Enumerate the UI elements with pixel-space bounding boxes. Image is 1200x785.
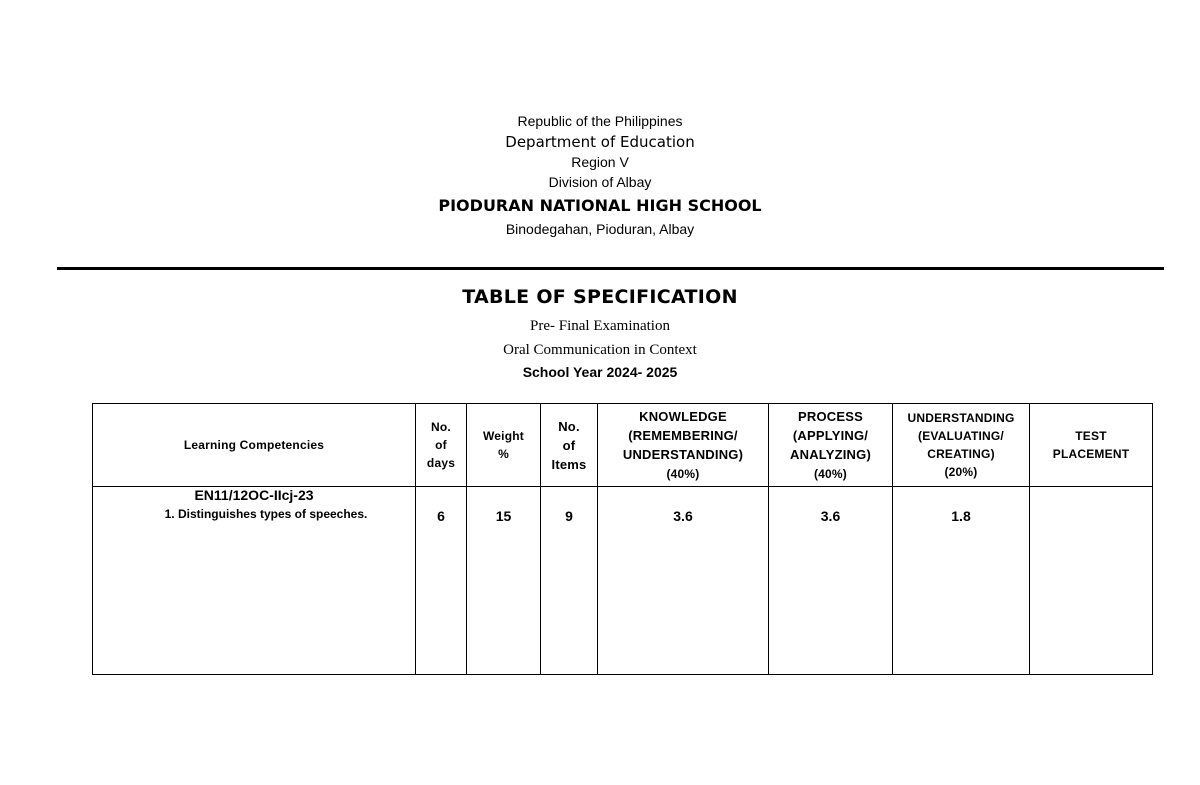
placement-cell[interactable] — [1030, 487, 1153, 675]
header-line: UNDERSTANDING — [907, 411, 1015, 425]
knowledge-value: 3.6 — [673, 508, 693, 524]
header-number-of-items — [541, 404, 598, 487]
process-value: 3.6 — [820, 508, 841, 524]
header-line: (REMEMBERING/ — [628, 427, 738, 443]
process-cell — [769, 487, 893, 675]
header-line: No. — [431, 420, 451, 434]
header-test-placement — [1030, 404, 1153, 487]
header-line: (APPLYING/ — [792, 427, 869, 443]
school-address: Binodegahan, Pioduran, Albay — [505, 221, 695, 237]
header-line: UNDERSTANDING) — [622, 446, 744, 462]
days-cell — [416, 487, 467, 675]
header-line: of — [562, 437, 576, 453]
items-value: 9 — [565, 508, 573, 524]
header-divider — [57, 267, 1164, 270]
header-line: (40%) — [813, 466, 847, 481]
weight-value: 15 — [495, 508, 512, 524]
republic-heading: Republic of the Philippines — [517, 113, 683, 129]
school-year: School Year 2024- 2025 — [522, 364, 678, 380]
region-heading: Region V — [571, 154, 629, 170]
header-line: days — [426, 456, 456, 470]
header-line: No. — [558, 418, 580, 434]
competency-text: 1. Distinguishes types of speeches. — [164, 507, 368, 521]
specification-table — [92, 403, 1153, 675]
table-row — [93, 487, 1153, 675]
header-line: (20%) — [944, 465, 978, 479]
exam-name: Pre- Final Examination — [530, 318, 670, 334]
header-line: CREATING) — [927, 447, 995, 461]
understanding-value: 1.8 — [951, 508, 971, 524]
header-learning-competencies — [93, 404, 416, 487]
header-line: ANALYZING) — [790, 446, 871, 462]
subject-name: Oral Communication in Context — [503, 342, 697, 358]
document-title: TABLE OF SPECIFICATION — [462, 286, 738, 308]
header-line: KNOWLEDGE — [639, 408, 727, 424]
days-value: 6 — [437, 508, 445, 524]
header-label: Learning Competencies — [183, 438, 325, 452]
header-line: TEST — [1075, 429, 1107, 443]
knowledge-cell — [598, 487, 769, 675]
header-line: (40%) — [666, 466, 700, 481]
school-name: PIODURAN NATIONAL HIGH SCHOOL — [438, 196, 762, 215]
header-weight — [467, 404, 541, 487]
division-heading: Division of Albay — [548, 174, 652, 190]
header-process — [769, 404, 893, 487]
header-line: Weight — [483, 429, 524, 443]
weight-cell — [467, 487, 541, 675]
header-knowledge — [598, 404, 769, 487]
department-heading: Department of Education — [505, 133, 695, 151]
competency-cell — [93, 487, 416, 675]
header-line: PLACEMENT — [1052, 447, 1130, 461]
competency-code: EN11/12OC-IIcj-23 — [194, 487, 314, 503]
header-line: PROCESS — [798, 408, 863, 424]
header-number-of-days — [416, 404, 467, 487]
items-cell — [541, 487, 598, 675]
header-line: Items — [551, 456, 587, 472]
table-header-row — [93, 404, 1153, 487]
header-line: of — [435, 438, 447, 452]
header-understanding — [893, 404, 1030, 487]
header-line: (EVALUATING/ — [918, 429, 1004, 443]
understanding-cell — [893, 487, 1030, 675]
header-line: % — [498, 447, 509, 461]
